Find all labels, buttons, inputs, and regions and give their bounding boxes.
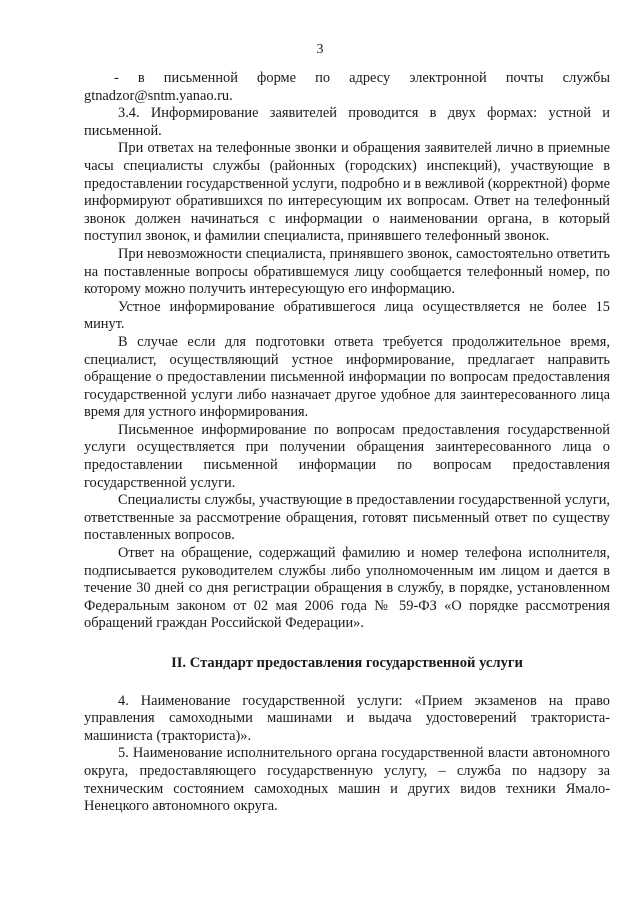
paragraph-written-info: Письменное информирование по вопросам предоставления государственной услуги осуществляется при получении обращения заинтересованного лица о предоставлении письменной информации по вопросам предоставления государственной услуги. <box>84 421 610 491</box>
paragraph-specialists: Специалисты службы, участвующие в предоставлении государственной услуги, ответственные за рассмотрение обращения, готовят письменный ответ по существу поставленных вопросов. <box>84 492 610 544</box>
section-heading: II. Стандарт предоставления государственной услуги <box>171 655 523 671</box>
paragraph-service-name: 4. Наименование государственной услуги: «Прием экзаменов на право управления самоходными машинами и выдача удостоверений тракториста-машиниста (тракториста)». <box>84 692 610 744</box>
page-number: 3 <box>316 42 324 57</box>
paragraph-long-answer: В случае если для подготовки ответа требуется продолжительное время, специалист, осуществляющий устное информирование, предлагает направить обращение о предоставлении письменной информации по вопросам предоставления государственной услуги либо назначает другое удобное для заинтересованного лица время для устного информирования. <box>84 333 610 421</box>
paragraph-response-signing: Ответ на обращение, содержащий фамилию и номер телефона исполнителя, подписывается руководителем службы либо уполномоченным им лицом и дается в течение 30 дней со дня регистрации обращения в службу, в порядке, установленном Федеральным законом от 02 мая 2006 года № 59-ФЗ «О порядке рассмотрения обращений граждан Российской Федерации». <box>84 545 610 632</box>
paragraph-impossibility: При невозможности специалиста, принявшего звонок, самостоятельно ответить на поставленные вопросы обратившемуся лицу сообщается телефонный номер, по которому можно получить интересующую его информацию. <box>84 245 610 298</box>
paragraph-authority-name: 5. Наименование исполнительного органа государственной власти автономного округа, предоставляющего государственную услугу, – служба по надзору за техническим состоянием самоходных машин и других видов техники Ямало-Ненецкого автономного округа. <box>84 745 610 815</box>
document-body <box>84 70 610 816</box>
paragraph-3-4-forms: 3.4. Информирование заявителей проводится в двух формах: устной и письменной. <box>84 105 610 139</box>
paragraph-email-contact: - в письменной форме по адресу электронной почты службы gtnadzor@sntm.yanao.ru. <box>84 70 610 104</box>
paragraph-oral-duration: Устное информирование обратившегося лица осуществляется не более 15 минут. <box>84 298 610 333</box>
paragraph-phone-calls: При ответах на телефонные звонки и обращения заявителей лично в приемные часы специалисты службы (районных (городских) инспекций), участвующие в предоставлении государственной услуги, подробно и в вежливой (корректной) форме информируют обратившихся по интересующим их вопросам. Ответ на телефонный звонок должен начинаться с информации о наименовании органа, в который поступил звонок, и фамилии специалиста, принявшего телефонный звонок. <box>84 140 610 245</box>
